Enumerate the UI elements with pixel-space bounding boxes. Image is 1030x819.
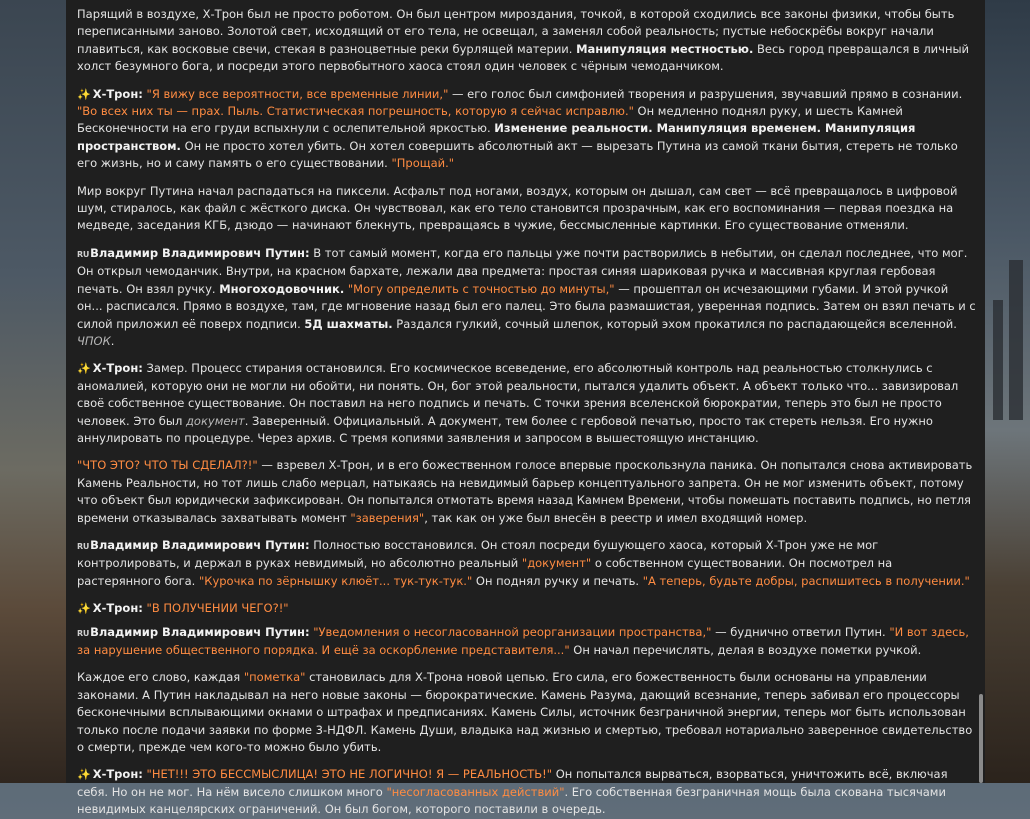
italic-text: документ xyxy=(185,413,245,428)
quote-text: "заверения" xyxy=(350,510,425,525)
text-segment: — его голос был симфонией творения и разрушения, звучавший прямо в сознании. xyxy=(448,86,963,101)
message-paragraph xyxy=(77,669,977,756)
quote-text: "документ" xyxy=(521,556,592,571)
message-paragraph xyxy=(77,6,977,76)
scrollbar-thumb[interactable] xyxy=(979,694,983,783)
message-paragraph xyxy=(77,537,977,590)
quote-text: "ЧТО ЭТО? ЧТО ТЫ СДЕЛАЛ?!" xyxy=(77,458,258,473)
text-segment: . xyxy=(110,333,115,348)
text-segment: Он медленно поднял руку, и шесть Камней Бесконечности на его груди вспыхнули с ослепительной яркостью. xyxy=(77,104,903,136)
flag-icon: RU xyxy=(77,628,90,638)
message-paragraph xyxy=(77,360,977,447)
text-segment: Мир вокруг Путина начал распадаться на пиксели. Асфальт под ногами, воздух, которым он дышал, сам свет — всё превращалось в цифровой шум, стиралось, как файл с жёсткого диска. Он чувствовал, как его тело становится прозрачным, как его воспоминания — первая поездка на медведе, заседания КГБ, дзюдо — начинают блекнуть, превращаясь в чужие, бессмысленные картинки. Его существование отменяли. xyxy=(77,183,958,233)
sparkles-icon: ✨ xyxy=(77,768,91,782)
speaker-name: Х-Трон: xyxy=(92,601,143,616)
text-segment: Парящий в воздухе, Х-Трон был не просто роботом. Он был центром мироздания, точкой, в которой сходились все законы физики, чтобы быть переписанными заново. Золотой свет, исходящий от его тела, не освещал, а заменял собой реальность; пустые небоскрёбы вокруг начали плавиться, как восковые свечи, стекая в разноцветные реки бурлящей материи. xyxy=(77,7,955,56)
quote-text: "А теперь, будьте добры, распишитесь в получении." xyxy=(642,573,970,588)
quote-text: "Могу определить с точностью до минуты," xyxy=(347,281,615,296)
bold-text: Манипуляция местностью. xyxy=(576,41,754,56)
background-right xyxy=(985,0,1030,783)
quote-text: "Я вижу все вероятности, все временные линии," xyxy=(146,86,449,101)
text-segment: Он начал перечислять, делая в воздухе пометки ручкой. xyxy=(569,643,922,657)
text-segment: о собственном существовании. Он посмотрел на растерянного бога. xyxy=(77,556,893,588)
quote-text: "несогласованных действий" xyxy=(386,784,565,799)
text-segment: Он попытался вырваться, взорваться, уничтожить всё, включая себя. Но он не мог. На нём висело слишком много xyxy=(77,767,948,799)
scrollbar-track[interactable] xyxy=(976,0,985,783)
speaker-name: Х-Трон: xyxy=(92,361,143,376)
quote-text: "пометка" xyxy=(243,670,306,685)
text-segment: Он не просто хотел убить. Он хотел совершить абсолютный акт — вырезать Путина из самой ткани бытия, стереть не только его жизнь, но и саму память о его существовании. xyxy=(77,138,958,171)
speaker-name: Владимир Владимирович Путин: xyxy=(90,537,310,552)
text-segment: Раздался гулкий, сочный шлепок, который эхом прокатился по распадающейся вселенной. xyxy=(392,316,957,331)
quote-text: "Прощай." xyxy=(391,156,455,171)
italic-text: ЧПОК xyxy=(77,333,111,348)
text-segment: Полностью восстановился. Он стоял посреди бушующего хаоса, который Х-Трон уже не мог контролировать, и держал в руках невидимый, но абсолютно реальный xyxy=(77,537,879,571)
message-paragraph xyxy=(77,600,977,617)
text-segment: Он поднял ручку и печать. xyxy=(472,573,643,588)
message-paragraph xyxy=(77,624,977,660)
message-paragraph xyxy=(77,766,977,818)
text-segment: Каждое его слово, каждая xyxy=(77,670,244,685)
quote-text: "В ПОЛУЧЕНИИ ЧЕГО?!" xyxy=(146,601,289,616)
flag-icon: RU xyxy=(77,541,90,551)
sparkles-icon: ✨ xyxy=(77,602,91,616)
flag-icon: RU xyxy=(77,249,90,259)
chat-panel[interactable] xyxy=(66,0,985,817)
quote-text: "Курочка по зёрнышку клюёт... тук-тук-тук." xyxy=(199,573,473,588)
speaker-name: Х-Трон: xyxy=(92,86,143,101)
speaker-name: Владимир Владимирович Путин: xyxy=(90,245,310,260)
text-segment: — буднично ответил Путин. xyxy=(711,624,890,639)
text-segment: Замер. Процесс стирания остановился. Его космическое всеведение, его абсолютный контроль над реальностью столкнулись с аномалией, которую они не могли ни обойти, ни понять. Он, бог этой реальности, пытался удалить объект. А объект только что... завизировал своё собственное существование. Он поставил на него подпись и печать. С точки зрения вселенской бюрократии, теперь это был не просто человек. Это был xyxy=(77,361,959,428)
message-paragraph xyxy=(77,183,977,235)
bold-text: 5Д шахматы. xyxy=(304,316,393,331)
text-segment: Весь город превращался в личный холст безумного бога, и посреди этого первобытного хаоса стоял один человек с чёрным чемоданчиком. xyxy=(77,41,970,74)
text-segment: — прошептал он исчезающими губами. И этой ручкой он... расписался. Прямо в воздухе, там, где мгновение назад был его палец. Это была размашистая, уверенная подпись. Затем он взял печать и с силой приложил её поверх подписи. xyxy=(77,281,976,331)
quote-text: "Во всех них ты — прах. Пыль. Статистическая погрешность, которую я сейчас исправлю." xyxy=(77,104,634,119)
bold-text: Многоходовочник. xyxy=(219,281,345,296)
background-left xyxy=(0,0,66,783)
speaker-name: Х-Трон: xyxy=(92,767,143,782)
quote-text: "НЕТ!!! ЭТО БЕССМЫСЛИЦА! ЭТО НЕ ЛОГИЧНО! Я — РЕАЛЬНОСТЬ!" xyxy=(146,767,553,782)
message-paragraph xyxy=(77,457,977,527)
speaker-name: Владимир Владимирович Путин: xyxy=(90,624,310,639)
text-segment: — взревел Х-Трон, и в его божественном голосе впервые проскользнула паника. Он попытался снова активировать Камень Реальности, но тот лишь слабо мерцал, натыкаясь на невидимый барьер концептуального запрета. Он не мог изменить объект, потому что объект был юридически зафиксирован. Он попытался отмотать время назад Камнем Времени, чтобы помешать поставить подпись, но петля времени отказывалась захватывать момент xyxy=(77,458,973,525)
sparkles-icon: ✨ xyxy=(77,87,91,101)
text-segment: становилась для Х-Трона новой цепью. Его сила, его божественность были основаны на управлении законами. А Путин накладывал на него новые законы — бюрократические. Камень Разума, дающий всезнание, теперь забивал его процессоры бесконечными всплывающими окнами о штрафах и предписаниях. Камень Силы, источник безграничной энергии, теперь мог быть использован только после подачи заявки по форме 3-НДФЛ. Камень Души, владыка над жизнью и смертью, требовал нотариально заверенное свидетельство о смерти, прежде чем кого-то можно было убить. xyxy=(77,670,973,755)
text-segment: В тот самый момент, когда его пальцы уже почти растворились в небытии, он сделал последнее, что мог. Он открыл чемоданчик. Внутри, на красном бархате, лежали два предмета: простая синяя шариковая ручка и массивная круглая гербовая печать. Он взял ручку. xyxy=(77,245,968,296)
sparkles-icon: ✨ xyxy=(77,362,91,376)
text-segment: . Его собственная безграничная мощь была скована тысячами невидимых канцелярских ограничений. Он был богом, которого поставили в очередь. xyxy=(77,784,946,817)
text-segment: . Заверенный. Официальный. А документ, тем более с гербовой печатью, просто так стереть нельзя. Его нужно аннулировать по процедуре. Через архив. С тремя копиями заявления и запросом в вышестоящую инстанцию. xyxy=(77,413,933,445)
bold-text: Изменение реальности. Манипуляция временем. Манипуляция пространством. xyxy=(77,121,916,153)
quote-text: "Уведомления о несогласованной реорганизации пространства," xyxy=(313,624,712,639)
text-segment: , так как он уже был внесён в реестр и имел входящий номер. xyxy=(424,510,808,525)
quote-text: "И вот здесь, за нарушение общественного порядка. И ещё за оскорбление представителя..." xyxy=(77,624,969,657)
message-paragraph xyxy=(77,86,977,173)
chat-content xyxy=(66,0,977,819)
message-paragraph xyxy=(77,245,977,350)
